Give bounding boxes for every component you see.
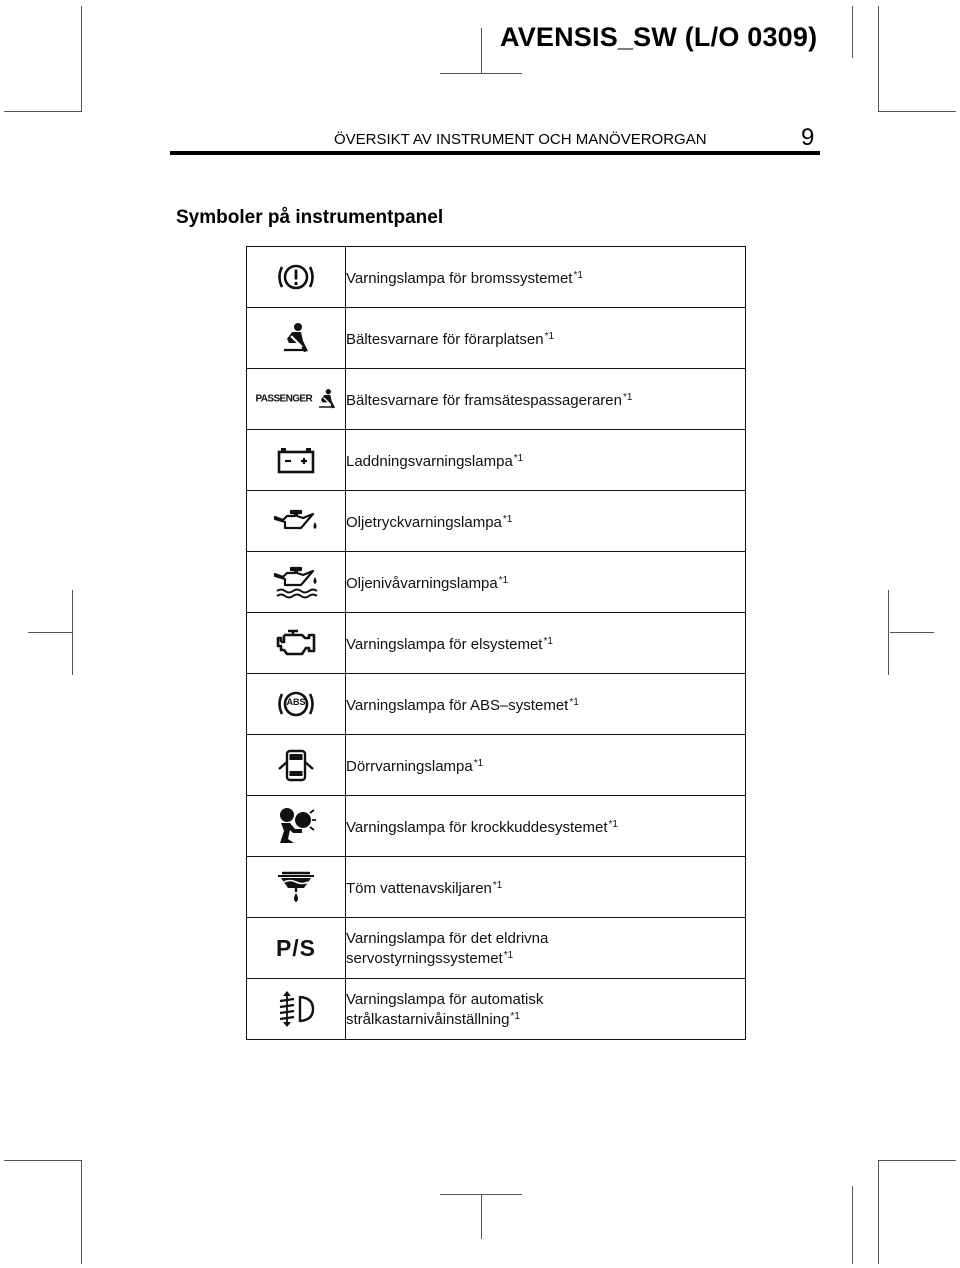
row-label: Bältesvarnare för framsätespassageraren (346, 392, 622, 409)
row-label: Oljetryckvarningslampa (346, 514, 502, 531)
water-separator-icon (276, 869, 316, 905)
section-title: ÖVERSIKT AV INSTRUMENT OCH MANÖVERORGAN (334, 131, 707, 148)
table-row (247, 796, 746, 857)
table-row (247, 613, 746, 674)
table-row (247, 918, 746, 979)
footnote-marker: *1 (569, 697, 579, 708)
power-steering-icon: P/S (275, 934, 317, 961)
page-subtitle: Symboler på instrumentpanel (176, 207, 444, 228)
footnote-marker: *1 (502, 514, 513, 525)
table-row (247, 735, 746, 796)
row-label: Bältesvarnare för förarplatsen (346, 331, 544, 348)
footnote-marker: *1 (513, 453, 524, 464)
table-row (247, 674, 746, 735)
table-row (247, 430, 746, 491)
footnote-marker: *1 (573, 270, 583, 281)
row-label: Oljenivåvarningslampa (346, 575, 498, 592)
door-open-icon (276, 748, 316, 782)
footnote-marker: *1 (622, 392, 633, 403)
footnote-marker: *1 (510, 1010, 520, 1022)
engine-check-icon (275, 628, 317, 658)
footnote-marker: *1 (498, 575, 509, 586)
footnote-marker: *1 (543, 636, 553, 647)
footnote-marker: *1 (473, 758, 484, 769)
abs-text: ABS (286, 697, 306, 707)
brake-warning-icon (274, 260, 318, 294)
document-title: AVENSIS_SW (L/O 0309) (500, 22, 818, 52)
row-label: Varningslampa för automatisk (346, 990, 544, 1008)
table-row (247, 552, 746, 613)
header-rule (170, 151, 820, 155)
footnote-marker: *1 (544, 331, 555, 342)
battery-icon (276, 445, 316, 475)
passenger-label: PASSENGER (255, 393, 313, 405)
passenger-seatbelt-icon (255, 386, 336, 412)
airbag-icon (276, 807, 316, 845)
row-label: Dörrvarningslampa (346, 758, 473, 775)
row-label: Varningslampa för elsystemet (346, 636, 543, 653)
oil-pressure-icon (273, 508, 319, 534)
table-row (247, 308, 746, 369)
row-label: servostyrningssystemet (346, 949, 503, 967)
footnote-marker: *1 (608, 819, 618, 830)
row-label: Varningslampa för bromssystemet (346, 270, 573, 287)
row-label: Töm vattenavskiljaren (346, 880, 492, 897)
row-label: Varningslampa för krockkuddesystemet (346, 819, 608, 836)
table-row (247, 857, 746, 918)
row-label: strålkastarnivåinställning (346, 1010, 510, 1028)
oil-level-icon (273, 565, 319, 599)
headlight-leveling-icon (276, 990, 316, 1028)
driver-seatbelt-icon (281, 322, 311, 354)
abs-icon (274, 687, 318, 721)
table-row (247, 369, 746, 430)
footnote-marker: *1 (503, 949, 514, 961)
page-number: 9 (801, 124, 815, 151)
row-label: Varningslampa för ABS–systemet (346, 697, 569, 714)
table-row (247, 979, 746, 1040)
row-label: Varningslampa för det eldrivna (346, 929, 549, 947)
row-label: Laddningsvarningslampa (346, 453, 513, 470)
footnote-marker: *1 (492, 880, 503, 891)
symbols-table (246, 246, 746, 1040)
table-row (247, 247, 746, 308)
table-row (247, 491, 746, 552)
